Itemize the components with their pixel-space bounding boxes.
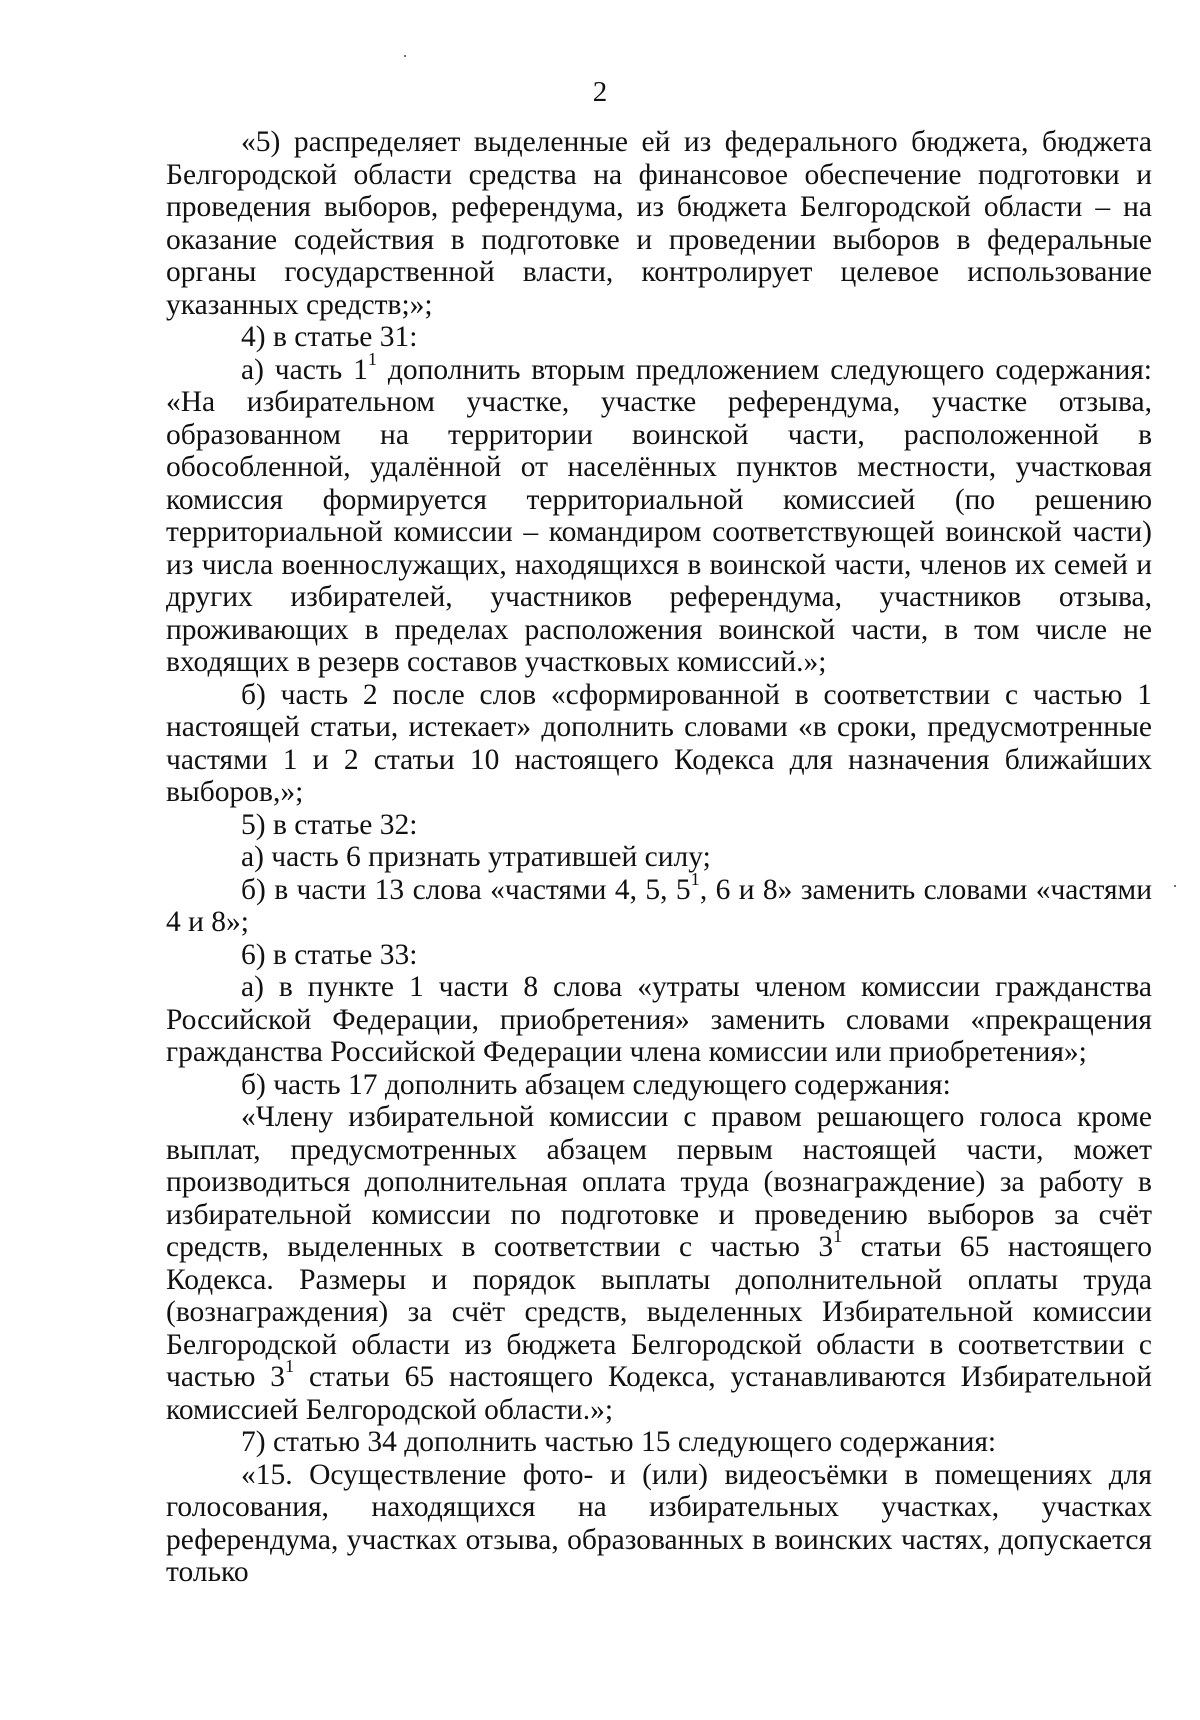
paragraph-text: статьи 65 настоящего Кодекса. Размеры и порядок выплаты дополнительной оплаты труда (вознаграждения) за счёт средств, выделенных Избирательной комиссии Белгородской области из бюджета Белгородской области в соответствии с частью 3	[166, 1231, 1153, 1393]
paragraph	[166, 126, 1152, 321]
paragraph-text: «5) распределяет выделенные ей из федерального бюджета, бюджета Белгородской области средства на финансовое обеспечение подготовки и проведения выборов, референдума, из бюджета Белгородской области – на оказание содействия в подготовке и проведении выборов в федеральные органы государственной власти, контролирует целевое использование указанных средств;»;	[166, 126, 1152, 321]
paragraph-text: а) в пункте 1 части 8 слова «утраты членом комиссии гражданства Российской Федерации, приобретения» заменить словами «прекращения гражданства Российской Федерации члена комиссии или приобретения»;	[166, 971, 1152, 1068]
paragraph-text: «15. Осуществление фото- и (или) видеосъёмки в помещениях для голосования, находящихся на избирательных участках, участках референдума, участках отзыва, образованных в воинских частях, допускается только	[166, 1458, 1152, 1588]
paragraph-text: а) часть 6 признать утратившей силу;	[241, 841, 711, 873]
paragraph-text: б) часть 17 дополнить абзацем следующего содержания:	[241, 1068, 951, 1101]
paragraph	[166, 868, 1153, 939]
paragraph	[166, 809, 1152, 842]
paragraph-text: 4) в статье 31:	[241, 321, 418, 353]
paragraph-text: 6) в статье 33:	[241, 938, 418, 971]
paragraph-text: б) в части 13 слова «частями 4, 5, 5	[241, 873, 691, 906]
paragraph	[166, 841, 1152, 874]
paragraph	[166, 971, 1152, 1069]
paragraph-text: статьи 65 настоящего Кодекса, устанавливаются Избирательной комиссией Белгородской области.»;	[166, 1361, 1152, 1426]
scan-speck	[404, 55, 406, 57]
paragraph-text: дополнить вторым предложением следующего содержания: «На избирательном участке, участке референдума, участке отзыва, образованном на территории воинской части, расположенной в обособленной, удалённой от населённых пунктов местности, участковая комиссия формируется территориальной комиссией (по решению территориальной комиссии – командиром соответствующей воинской части) из числа военнослужащих, находящихся в воинской части, членов их семей и других избирателей, участников референдума, участников отзыва, проживающих в пределах расположения воинской части, в том числе не входящих в резерв составов участковых комиссий.»;	[166, 353, 1152, 678]
paragraph	[166, 1426, 1152, 1459]
paragraph-text: б) часть 2 после слов «сформированной в соответствии с частью 1 настоящей статьи, истекает» дополнить словами «в сроки, предусмотренные частями 1 и 2 статьи 10 настоящего Кодекса для назначения ближайших выборов,»;	[166, 678, 1152, 808]
paragraph	[166, 348, 1152, 679]
paragraph	[166, 939, 1152, 972]
paragraph	[166, 1459, 1152, 1589]
paragraph-text: 7) статью 34 дополнить частью 15 следующего содержания:	[241, 1426, 997, 1458]
paragraph	[166, 1069, 1152, 1102]
superscript: 1	[690, 868, 700, 889]
superscript: 1	[833, 1226, 843, 1247]
paragraph	[166, 679, 1152, 809]
paragraph-text: «Члену избирательной комиссии с правом решающего голоса кроме выплат, предусмотренных абзацем первым настоящей части, может производиться дополнительная оплата труда (вознаграждение) за работу в избирательной комиссии по подготовке и проведению выборов за счёт средств, выделенных в соответствии с частью 3	[166, 1101, 1152, 1263]
paragraph-text: 5) в статье 32:	[241, 808, 418, 841]
superscript: 1	[285, 1356, 295, 1377]
paragraph-text: , 6 и 8» заменить словами «частями 4 и 8»;	[166, 873, 1153, 938]
document-body	[166, 126, 1152, 1589]
scan-speck	[1174, 885, 1176, 887]
paragraph	[166, 321, 1152, 354]
paragraph-text: а) часть 1	[241, 353, 368, 386]
superscript: 1	[367, 348, 377, 369]
paragraph	[166, 1101, 1152, 1426]
page-number: 2	[592, 76, 608, 108]
